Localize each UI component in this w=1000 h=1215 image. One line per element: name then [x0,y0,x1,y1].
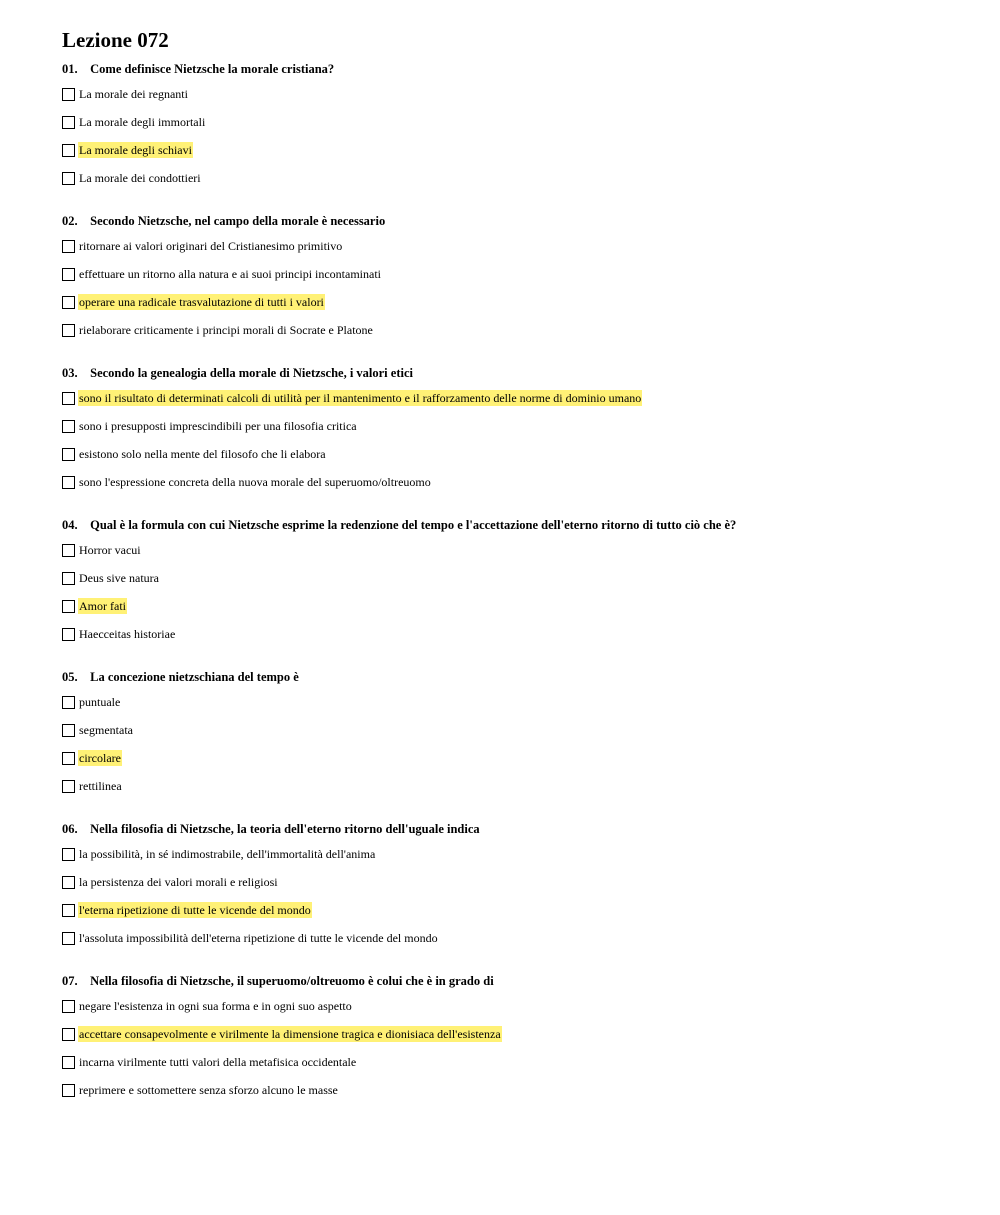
option-item-correct[interactable] [62,592,1000,620]
option-label-highlighted: sono il risultato di determinati calcoli di utilità per il mantenimento e il rafforzamento delle norme di dominio umano [79,391,642,405]
checkbox[interactable] [62,628,75,641]
checkbox[interactable] [62,572,75,585]
option-label: La morale degli immortali [79,115,206,129]
option-label: La morale dei condottieri [79,171,201,185]
option-list [62,992,1000,1104]
option-label-highlighted: La morale degli schiavi [79,143,192,157]
option-label: la possibilità, in sé indimostrabile, dell'immortalità dell'anima [79,847,376,861]
option-item[interactable] [62,688,1000,716]
checkbox[interactable] [62,476,75,489]
question-prompt: Nella filosofia di Nietzsche, la teoria dell'eterno ritorno dell'uguale indica [90,822,480,836]
checkbox[interactable] [62,1028,75,1041]
question-number: 03. [62,366,78,380]
option-item[interactable] [62,868,1000,896]
option-label: segmentata [79,723,133,737]
option-label: esistono solo nella mente del filosofo che li elabora [79,447,326,461]
option-label: rielaborare criticamente i principi morali di Socrate e Platone [79,323,373,337]
question-number: 05. [62,670,78,684]
option-item[interactable] [62,316,1000,344]
question-prompt: Secondo la genealogia della morale di Nietzsche, i valori etici [90,366,413,380]
option-item[interactable] [62,536,1000,564]
question-text [62,517,1000,533]
checkbox[interactable] [62,876,75,889]
question-number: 01. [62,62,78,76]
option-item[interactable] [62,924,1000,952]
option-item[interactable] [62,992,1000,1020]
checkbox[interactable] [62,752,75,765]
checkbox[interactable] [62,268,75,281]
question-prompt: Nella filosofia di Nietzsche, il superuomo/oltreuomo è colui che è in grado di [90,974,494,988]
option-item[interactable] [62,412,1000,440]
question-text [62,669,1000,685]
checkbox[interactable] [62,544,75,557]
option-label: Deus sive natura [79,571,159,585]
question-number: 04. [62,518,78,532]
checkbox[interactable] [62,848,75,861]
checkbox[interactable] [62,932,75,945]
option-item[interactable] [62,164,1000,192]
checkbox[interactable] [62,448,75,461]
question-prompt: La concezione nietzschiana del tempo è [90,670,299,684]
option-item-correct[interactable] [62,896,1000,924]
checkbox[interactable] [62,780,75,793]
option-list [62,80,1000,192]
checkbox[interactable] [62,1056,75,1069]
option-item[interactable] [62,232,1000,260]
question-prompt: Secondo Nietzsche, nel campo della morale è necessario [90,214,386,228]
question-number: 07. [62,974,78,988]
option-label: negare l'esistenza in ogni sua forma e in ogni suo aspetto [79,999,352,1013]
question-number: 06. [62,822,78,836]
checkbox[interactable] [62,1000,75,1013]
option-label: Horror vacui [79,543,141,557]
checkbox[interactable] [62,172,75,185]
option-label: l'assoluta impossibilità dell'eterna ripetizione di tutte le vicende del mondo [79,931,438,945]
option-list [62,232,1000,344]
option-list [62,536,1000,648]
option-list [62,384,1000,496]
option-item[interactable] [62,108,1000,136]
option-item[interactable] [62,260,1000,288]
option-label-highlighted: operare una radicale trasvalutazione di tutti i valori [79,295,324,309]
option-label-highlighted: l'eterna ripetizione di tutte le vicende del mondo [79,903,311,917]
option-label: incarna virilmente tutti valori della metafisica occidentale [79,1055,357,1069]
checkbox[interactable] [62,324,75,337]
question-06 [62,821,1000,952]
option-item[interactable] [62,440,1000,468]
checkbox[interactable] [62,696,75,709]
option-label-highlighted: Amor fati [79,599,126,613]
option-item[interactable] [62,1076,1000,1104]
option-label: la persistenza dei valori morali e religiosi [79,875,278,889]
question-number: 02. [62,214,78,228]
question-02 [62,213,1000,344]
option-label-highlighted: circolare [79,751,121,765]
question-text [62,213,1000,229]
option-item-correct[interactable] [62,136,1000,164]
option-label-highlighted: accettare consapevolmente e virilmente la dimensione tragica e dionisiaca dell'esistenza [79,1027,501,1041]
option-item[interactable] [62,620,1000,648]
checkbox[interactable] [62,116,75,129]
option-item-correct[interactable] [62,744,1000,772]
checkbox[interactable] [62,600,75,613]
option-item[interactable] [62,840,1000,868]
checkbox[interactable] [62,144,75,157]
option-list [62,840,1000,952]
question-text [62,61,1000,77]
option-label: sono l'espressione concreta della nuova morale del superuomo/oltreuomo [79,475,431,489]
question-01 [62,61,1000,192]
option-item-correct[interactable] [62,288,1000,316]
checkbox[interactable] [62,724,75,737]
option-list [62,688,1000,800]
checkbox[interactable] [62,904,75,917]
question-04 [62,517,1000,648]
question-prompt: Come definisce Nietzsche la morale cristiana? [90,62,335,76]
option-item[interactable] [62,1048,1000,1076]
option-item[interactable] [62,468,1000,496]
option-item-correct[interactable] [62,384,1000,412]
option-label: La morale dei regnanti [79,87,188,101]
option-label: sono i presupposti imprescindibili per una filosofia critica [79,419,357,433]
question-03 [62,365,1000,496]
option-label: puntuale [79,695,121,709]
option-label: rettilinea [79,779,122,793]
question-text [62,821,1000,837]
option-label: effettuare un ritorno alla natura e ai suoi principi incontaminati [79,267,382,281]
checkbox[interactable] [62,240,75,253]
question-05 [62,669,1000,800]
option-item[interactable] [62,564,1000,592]
checkbox[interactable] [62,420,75,433]
checkbox[interactable] [62,392,75,405]
checkbox[interactable] [62,1084,75,1097]
question-text [62,365,1000,381]
option-item-correct[interactable] [62,1020,1000,1048]
page-title: Lezione 072 [62,28,169,52]
option-label: ritornare ai valori originari del Cristianesimo primitivo [79,239,343,253]
question-text [62,973,1000,989]
question-07 [62,973,1000,1104]
option-item[interactable] [62,716,1000,744]
question-prompt: Qual è la formula con cui Nietzsche esprime la redenzione del tempo e l'accettazione dell'eterno ritorno di tutto ciò che è? [90,518,737,532]
option-label: Haecceitas historiae [79,627,176,641]
option-item[interactable] [62,772,1000,800]
option-item[interactable] [62,80,1000,108]
checkbox[interactable] [62,296,75,309]
option-label: reprimere e sottomettere senza sforzo alcuno le masse [79,1083,338,1097]
checkbox[interactable] [62,88,75,101]
